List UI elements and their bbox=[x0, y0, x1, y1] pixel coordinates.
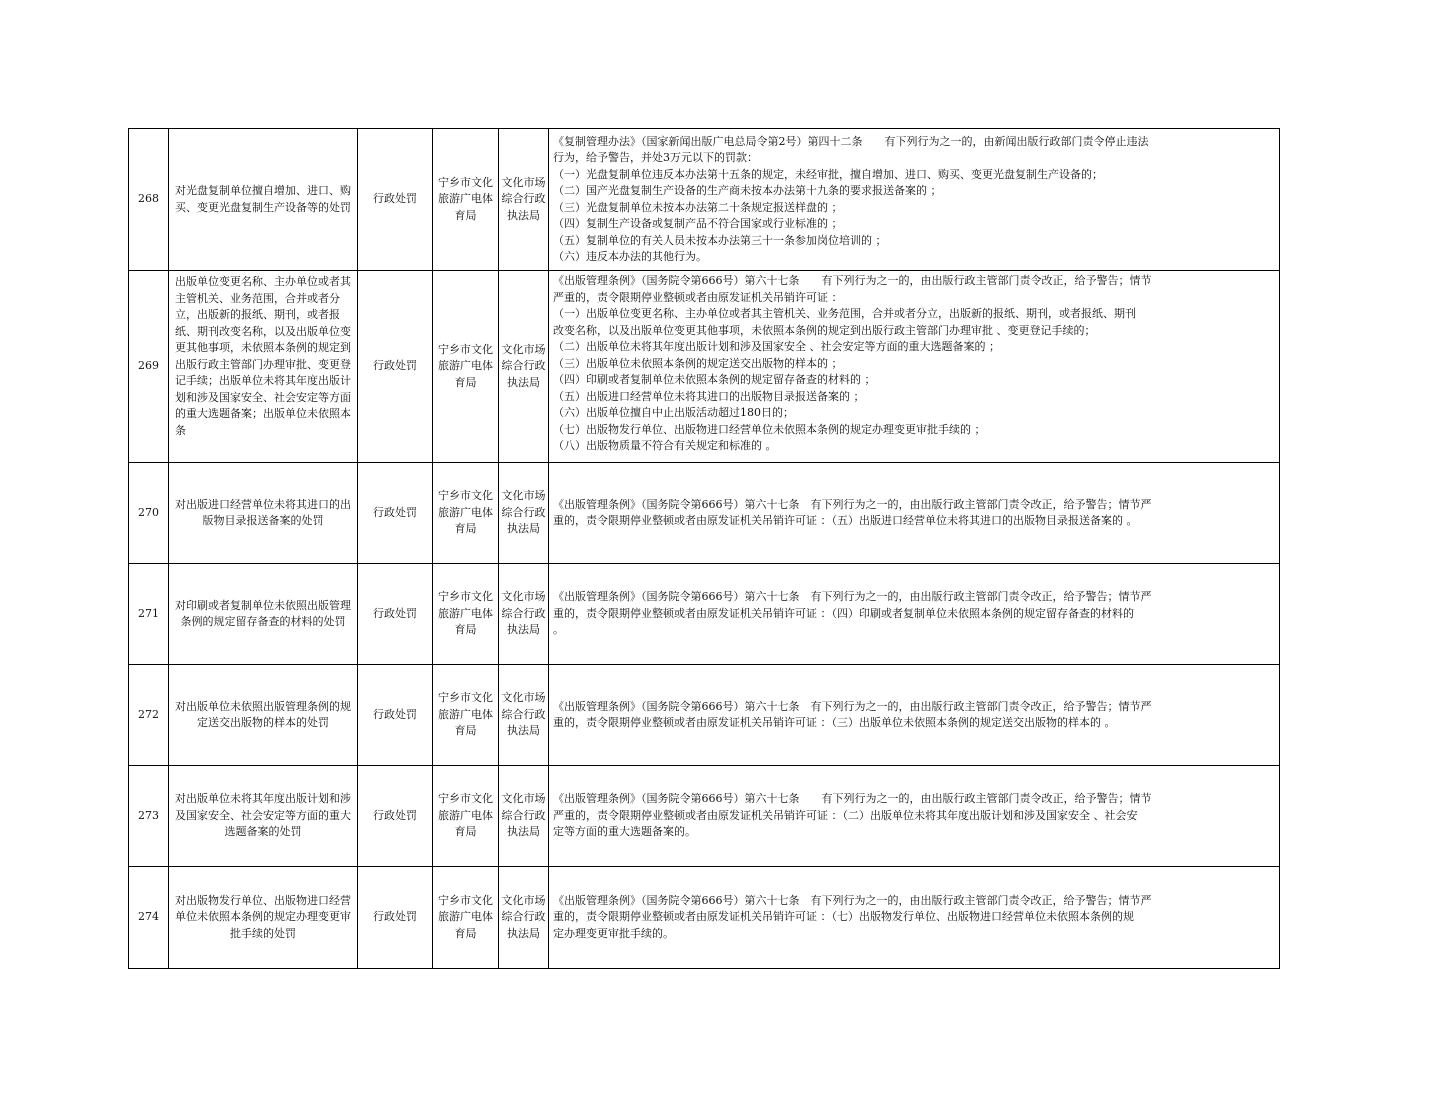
legal-basis-line: 重的，责令限期停业整顿或者由原发证机关吊销许可证 ：（四）印刷或者复制单位未依照本条例的规定留存备查的材料的 bbox=[553, 606, 1134, 620]
item-name: 对光盘复制单位擅自增加、进口、购买、变更光盘复制生产设备等的处罚 bbox=[169, 129, 358, 271]
item-name: 对出版进口经营单位未将其进口的出版物目录报送备案的处罚 bbox=[169, 463, 358, 564]
enforcement-body: 文化市场综合行政执法局 bbox=[499, 129, 549, 271]
item-number: 274 bbox=[129, 867, 169, 969]
legal-basis-line: 严重的，责令限期停业整顿或者由原发证机关吊销许可证 ： bbox=[553, 290, 843, 304]
legal-basis-line: 行为，给予警告，并处3万元以下的罚款： bbox=[553, 151, 758, 164]
legal-basis-line: 重的，责令限期停业整顿或者由原发证机关吊销许可证 ：（三）出版单位未依照本条例的规定送交出版物的样本的 。 bbox=[553, 716, 1116, 729]
legal-basis-line: 《出版管理条例》（国务院令第666号）第六十七条 有下列行为之一的，由出版行政主管部门责令改正，给予警告；情节 bbox=[553, 792, 1152, 806]
legal-basis-line: （二）国产光盘复制生产设备的生产商未按本办法第十九条的要求报送备案的 ； bbox=[553, 184, 942, 197]
enforcement-body: 文化市场综合行政执法局 bbox=[499, 766, 549, 867]
item-number: 270 bbox=[129, 463, 169, 564]
legal-basis bbox=[549, 766, 1280, 867]
legal-basis-line: 。 bbox=[553, 623, 564, 637]
item-number: 268 bbox=[129, 129, 169, 271]
responsible-department: 宁乡市文化旅游广电体育局 bbox=[433, 271, 499, 463]
table-row bbox=[129, 129, 1280, 271]
legal-basis-line: （三）出版单位未依照本条例的规定送交出版物的样本的 ； bbox=[553, 356, 843, 370]
table-row bbox=[129, 867, 1280, 969]
item-type: 行政处罚 bbox=[358, 564, 433, 665]
legal-basis bbox=[549, 867, 1280, 969]
table-row bbox=[129, 766, 1280, 867]
legal-basis bbox=[549, 564, 1280, 665]
enforcement-body: 文化市场综合行政执法局 bbox=[499, 463, 549, 564]
legal-basis-line: 定办理变更审批手续的。 bbox=[553, 926, 674, 940]
responsible-department: 宁乡市文化旅游广电体育局 bbox=[433, 564, 499, 665]
legal-basis-line: （一）光盘复制单位违反本办法第十五条的规定，未经审批，擅自增加、进口、购买、变更光盘复制生产设备的； bbox=[553, 167, 1103, 181]
enforcement-body: 文化市场综合行政执法局 bbox=[499, 665, 549, 766]
item-type: 行政处罚 bbox=[358, 271, 433, 463]
item-type: 行政处罚 bbox=[358, 463, 433, 564]
item-name: 对出版单位未将其年度出版计划和涉及国家安全、社会安定等方面的重大选题备案的处罚 bbox=[169, 766, 358, 867]
enforcement-body: 文化市场综合行政执法局 bbox=[499, 564, 549, 665]
legal-basis-line: 重的，责令限期停业整顿或者由原发证机关吊销许可证 ：（五）出版进口经营单位未将其进口的出版物目录报送备案的 。 bbox=[553, 514, 1138, 527]
legal-basis-line: 重的，责令限期停业整顿或者由原发证机关吊销许可证 ：（七）出版物发行单位、出版物进口经营单位未依照本条例的规 bbox=[553, 910, 1134, 924]
legal-basis-line: 《出版管理条例》（国务院令第666号）第六十七条 有下列行为之一的，由出版行政主管部门责令改正，给予警告；情节严 bbox=[553, 590, 1152, 604]
item-type: 行政处罚 bbox=[358, 766, 433, 867]
item-name: 对出版单位未依照出版管理条例的规定送交出版物的样本的处罚 bbox=[169, 665, 358, 766]
responsible-department: 宁乡市文化旅游广电体育局 bbox=[433, 463, 499, 564]
legal-basis-line: （五）复制单位的有关人员未按本办法第三十一条参加岗位培训的 ； bbox=[553, 233, 887, 247]
item-number: 271 bbox=[129, 564, 169, 665]
legal-basis-line: （三）光盘复制单位未按本办法第二十条规定报送样盘的 ； bbox=[553, 200, 843, 214]
responsible-department: 宁乡市文化旅游广电体育局 bbox=[433, 766, 499, 867]
responsible-department: 宁乡市文化旅游广电体育局 bbox=[433, 665, 499, 766]
legal-basis-line: 《出版管理条例》（国务院令第666号）第六十七条 有下列行为之一的，由出版行政主管部门责令改正，给予警告；情节严 bbox=[553, 699, 1152, 713]
item-type: 行政处罚 bbox=[358, 867, 433, 969]
legal-basis-line: 《出版管理条例》（国务院令第666号）第六十七条 有下列行为之一的，由出版行政主管部门责令改正，给予警告；情节严 bbox=[553, 893, 1152, 907]
legal-basis-line: 《出版管理条例》（国务院令第666号）第六十七条 有下列行为之一的，由出版行政主管部门责令改正，给予警告；情节 bbox=[553, 274, 1152, 287]
responsible-department: 宁乡市文化旅游广电体育局 bbox=[433, 129, 499, 271]
legal-basis-line: （五）出版进口经营单位未将其进口的出版物目录报送备案的 ； bbox=[553, 389, 865, 403]
table-row bbox=[129, 564, 1280, 665]
legal-basis-line: 《复制管理办法》（国家新闻出版广电总局令第2号）第四十二条 有下列行为之一的，由新闻出版行政部门责令停止违法 bbox=[553, 134, 1149, 148]
legal-basis bbox=[549, 665, 1280, 766]
item-name: 出版单位变更名称、主办单位或者其主管机关、业务范围，合并或者分立，出版新的报纸、期刊，或者报纸、期刊改变名称，以及出版单位变更其他事项，未依照本条例的规定到出版行政主管部门办理审批、变更登记手续；出版单位未将其年度出版计划和涉及国家安全、社会安定等方面的重大选题备案；出版单位未依照本条 bbox=[169, 271, 358, 463]
legal-basis-line: （一）出版单位变更名称、主办单位或者其主管机关、业务范围，合并或者分立，出版新的报纸、期刊，或者报纸、期刊 bbox=[553, 307, 1136, 320]
enforcement-body: 文化市场综合行政执法局 bbox=[499, 271, 549, 463]
item-number: 272 bbox=[129, 665, 169, 766]
legal-basis-line: （七）出版物发行单位、出版物进口经营单位未依照本条例的规定办理变更审批手续的 ； bbox=[553, 422, 986, 436]
legal-basis-line: （八）出版物质量不符合有关规定和标准的 。 bbox=[553, 439, 777, 452]
item-name: 对出版物发行单位、出版物进口经营单位未依照本条例的规定办理变更审批手续的处罚 bbox=[169, 867, 358, 969]
enforcement-body: 文化市场综合行政执法局 bbox=[499, 867, 549, 969]
enforcement-items-table bbox=[128, 128, 1280, 969]
legal-basis bbox=[549, 271, 1280, 463]
legal-basis-line: （二）出版单位未将其年度出版计划和涉及国家安全 、社会安定等方面的重大选题备案的 ； bbox=[553, 340, 1000, 353]
table-row bbox=[129, 271, 1280, 463]
legal-basis-line: 定等方面的重大选题备案的。 bbox=[553, 825, 696, 839]
item-type: 行政处罚 bbox=[358, 129, 433, 271]
item-name: 对印刷或者复制单位未依照出版管理条例的规定留存备查的材料的处罚 bbox=[169, 564, 358, 665]
legal-basis-line: （四）印刷或者复制单位未依照本条例的规定留存备查的材料的 ； bbox=[553, 373, 876, 386]
legal-basis-line: （六）出版单位擅自中止出版活动超过180日的； bbox=[553, 406, 794, 419]
table-row bbox=[129, 665, 1280, 766]
legal-basis-line: 改变名称，以及出版单位变更其他事项，未依照本条例的规定到出版行政主管部门办理审批 、变更登记手续的； bbox=[553, 323, 1096, 337]
legal-basis-line: （四）复制生产设备或复制产品不符合国家或行业标准的 ； bbox=[553, 217, 843, 230]
legal-basis-line: 严重的，责令限期停业整顿或者由原发证机关吊销许可证 ：（二）出版单位未将其年度出版计划和涉及国家安全 、社会安 bbox=[553, 808, 1138, 822]
legal-basis-line: （六）违反本办法的其他行为。 bbox=[553, 250, 707, 263]
legal-basis-line: 《出版管理条例》（国务院令第666号）第六十七条 有下列行为之一的，由出版行政主管部门责令改正，给予警告；情节严 bbox=[553, 497, 1152, 511]
table-row bbox=[129, 463, 1280, 564]
legal-basis bbox=[549, 129, 1280, 271]
legal-basis bbox=[549, 463, 1280, 564]
item-type: 行政处罚 bbox=[358, 665, 433, 766]
item-number: 273 bbox=[129, 766, 169, 867]
responsible-department: 宁乡市文化旅游广电体育局 bbox=[433, 867, 499, 969]
item-number: 269 bbox=[129, 271, 169, 463]
